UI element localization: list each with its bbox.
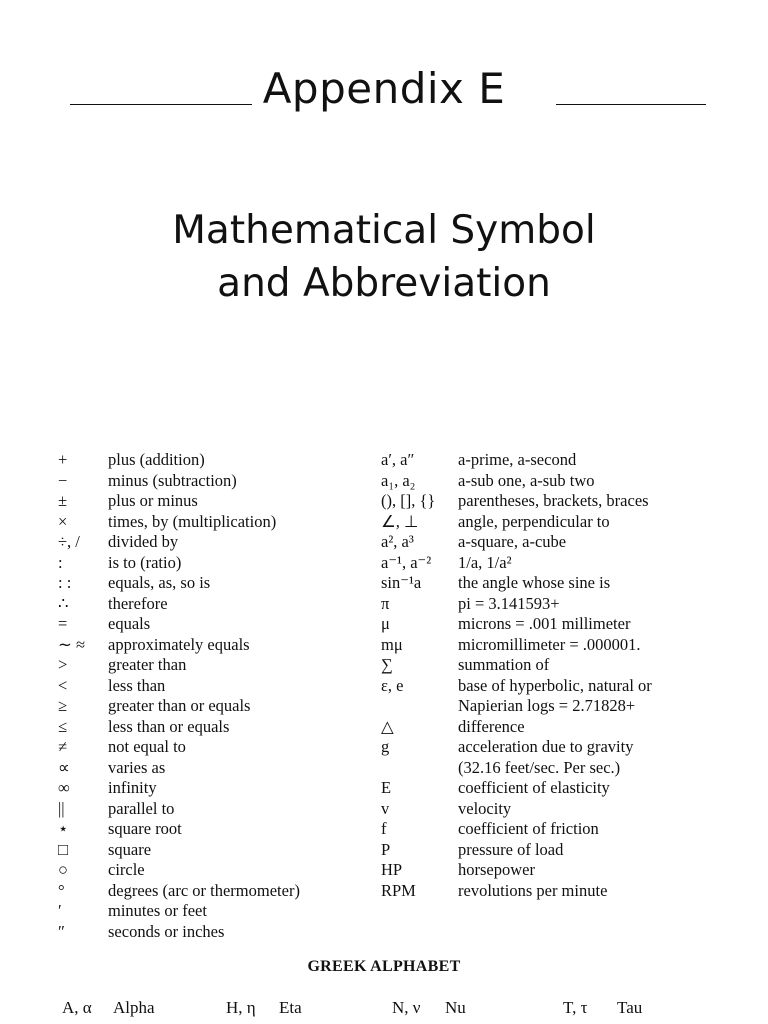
table-row — [0, 696, 768, 717]
symbol-meaning: therefore — [108, 593, 168, 613]
symbol: > — [58, 655, 68, 674]
table-row — [0, 860, 768, 881]
symbol-meaning: angle, perpendicular to — [458, 511, 610, 531]
symbol: ∴ — [58, 593, 69, 613]
greek-letter-name: Tau — [617, 998, 643, 1017]
table-row — [0, 758, 768, 779]
symbol-meaning: plus (addition) — [108, 450, 205, 469]
chapter-title-line-2: and Abbreviation — [217, 261, 551, 306]
symbol: − — [58, 470, 68, 490]
symbol: a⁻¹, a⁻² — [381, 552, 432, 572]
symbol: ′ — [58, 901, 62, 920]
symbol-meaning: varies as — [108, 757, 166, 777]
symbol-meaning: equals, as, so is — [108, 573, 211, 592]
symbol-meaning: a-square, a-cube — [458, 532, 567, 551]
greek-letter-name: Nu — [445, 998, 466, 1017]
greek-letter-name: Eta — [279, 998, 302, 1017]
symbol-meaning: micromillimeter = .000001. — [458, 634, 641, 654]
symbol: ″ — [58, 921, 65, 941]
symbol: RPM — [381, 880, 416, 900]
symbol-meaning: microns = .001 millimeter — [458, 614, 631, 633]
symbol: a², a³ — [381, 532, 414, 551]
symbol: : — [58, 552, 63, 572]
symbol: μ — [381, 614, 390, 633]
symbol-meaning: minutes or feet — [108, 901, 207, 920]
table-row — [0, 840, 768, 861]
symbol-meaning: less than — [108, 675, 166, 695]
symbol: f — [381, 819, 387, 838]
table-row — [0, 881, 768, 902]
symbol: ∞ — [58, 778, 70, 797]
greek-letters: T, τ — [563, 998, 588, 1017]
symbol-meaning: infinity — [108, 778, 157, 797]
symbol: ∠, ⊥ — [381, 511, 419, 531]
symbol-meaning: circle — [108, 860, 145, 879]
symbol: < — [58, 675, 68, 695]
symbol-meaning: divided by — [108, 532, 179, 551]
symbol: ° — [58, 880, 65, 900]
symbol: ⋆ — [58, 819, 69, 838]
table-row — [0, 901, 768, 922]
greek-letters: A, α — [62, 998, 92, 1017]
symbol: ∝ — [58, 757, 70, 777]
greek-letters: H, η — [226, 998, 256, 1017]
table-row — [0, 717, 768, 738]
greek-letters: N, ν — [392, 998, 421, 1017]
table-row — [0, 922, 768, 943]
symbol-meaning: minus (subtraction) — [108, 470, 237, 490]
symbol-meaning: square — [108, 839, 152, 859]
symbol-meaning: times, by (multiplication) — [108, 511, 277, 531]
symbol-meaning: a-prime, a-second — [458, 450, 577, 469]
symbol: ÷, / — [58, 532, 80, 551]
symbol: sin⁻¹a — [381, 573, 422, 592]
chapter-title-line-1: Mathematical Symbol — [172, 208, 596, 253]
symbol-meaning: greater than or equals — [108, 696, 251, 715]
table-row — [0, 532, 768, 553]
table-row — [0, 676, 768, 697]
symbol: △ — [381, 716, 394, 736]
symbol: HP — [381, 860, 403, 879]
symbol: E — [381, 778, 392, 797]
symbol-meaning: plus or minus — [108, 491, 198, 510]
symbol-meaning: is to (ratio) — [108, 552, 182, 572]
symbol-meaning: 1/a, 1/a² — [458, 552, 512, 572]
table-row — [0, 778, 768, 799]
symbol: ≠ — [58, 737, 68, 756]
symbol-meaning: not equal to — [108, 737, 186, 756]
symbol-meaning: equals — [108, 614, 151, 633]
symbol: ○ — [58, 860, 68, 879]
symbol: + — [58, 450, 68, 469]
table-row — [0, 491, 768, 512]
symbol: ± — [58, 491, 68, 510]
symbol: □ — [58, 839, 68, 859]
table-row — [0, 799, 768, 820]
symbol-meaning: velocity — [458, 798, 512, 818]
chapter-title — [0, 204, 768, 310]
symbol-meaning: summation of — [458, 655, 550, 674]
symbol-meaning: pi = 3.141593+ — [458, 593, 560, 613]
symbol: ≤ — [58, 716, 68, 736]
symbol-meaning: coefficient of friction — [458, 819, 599, 838]
table-row — [0, 512, 768, 533]
symbol-meaning: coefficient of elasticity — [458, 778, 610, 797]
symbol-meaning: degrees (arc or thermometer) — [108, 880, 300, 900]
symbol: π — [381, 593, 390, 613]
table-row — [0, 471, 768, 492]
symbol: ∑ — [381, 655, 393, 674]
symbol: || — [58, 798, 65, 818]
table-row — [0, 635, 768, 656]
symbol-meaning: approximately equals — [108, 634, 250, 654]
symbol: (), [], {} — [381, 491, 436, 510]
symbol-meaning: a-sub one, a-sub two — [458, 470, 595, 490]
symbol: P — [381, 839, 391, 859]
table-row — [0, 614, 768, 635]
symbol: v — [381, 798, 390, 818]
symbol-meaning: difference — [458, 716, 525, 736]
symbol-meaning: parallel to — [108, 798, 175, 818]
symbol-meaning: square root — [108, 819, 182, 838]
symbol: = — [58, 614, 68, 633]
symbol-meaning: less than or equals — [108, 716, 230, 736]
symbol-meaning: parentheses, brackets, braces — [458, 491, 649, 510]
symbol: a₁, a₂ — [381, 470, 416, 490]
symbol: g — [381, 737, 390, 756]
symbol-meaning: greater than — [108, 655, 187, 674]
symbol: : : — [58, 573, 72, 592]
greek-alphabet-heading: GREEK ALPHABET — [307, 958, 461, 975]
symbol-meaning: seconds or inches — [108, 921, 225, 941]
symbol-table — [0, 450, 768, 942]
table-row — [0, 553, 768, 574]
symbol: ∼ ≈ — [58, 634, 86, 654]
symbol: mμ — [381, 634, 403, 654]
symbol-meaning: horsepower — [458, 860, 535, 879]
symbol: ε, e — [381, 675, 404, 695]
symbol-meaning: the angle whose sine is — [458, 573, 611, 592]
table-row — [0, 594, 768, 615]
symbol-meaning: base of hyperbolic, natural or — [458, 675, 652, 695]
greek-alphabet-row — [0, 998, 768, 1020]
symbol-meaning: Napierian logs = 2.71828+ — [458, 696, 636, 715]
symbol: × — [58, 511, 68, 531]
table-row — [0, 450, 768, 471]
symbol: a′, a″ — [381, 450, 415, 469]
table-row — [0, 819, 768, 840]
symbol: ≥ — [58, 696, 68, 715]
symbol-meaning: revolutions per minute — [458, 880, 608, 900]
symbol-meaning: pressure of load — [458, 839, 564, 859]
table-row — [0, 737, 768, 758]
table-row — [0, 573, 768, 594]
header-rule-right — [556, 104, 706, 105]
table-row — [0, 655, 768, 676]
symbol-meaning: acceleration due to gravity — [458, 737, 634, 756]
greek-letter-name: Alpha — [113, 998, 155, 1017]
symbol-meaning: (32.16 feet/sec. Per sec.) — [458, 757, 621, 777]
appendix-heading: Appendix E — [262, 64, 506, 113]
